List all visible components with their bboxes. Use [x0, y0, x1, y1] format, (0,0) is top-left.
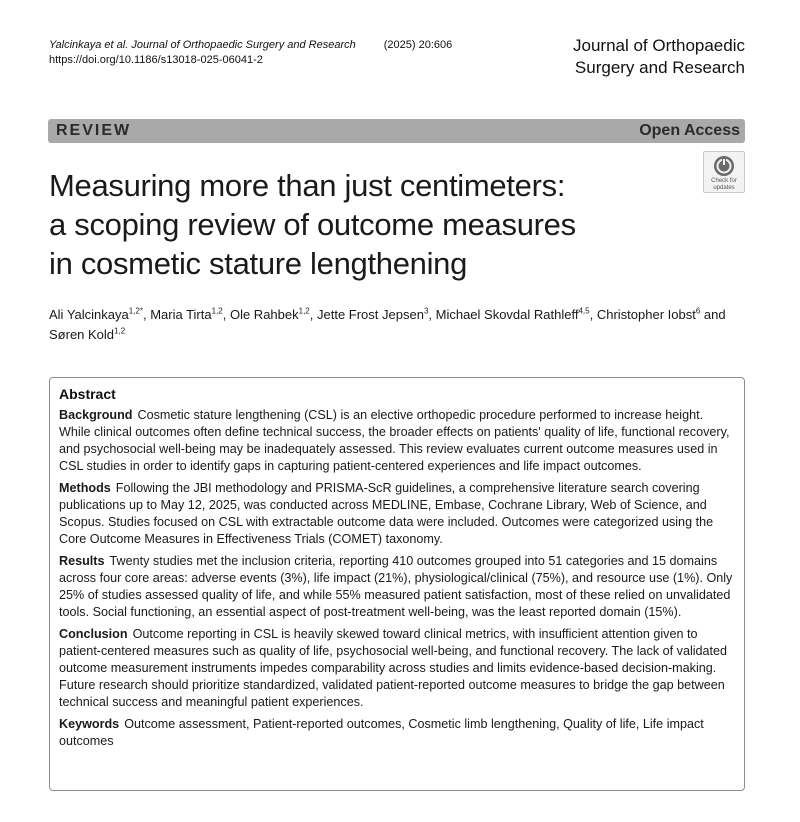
author-name[interactable]: Ole Rahbek	[229, 307, 299, 322]
author-name[interactable]: Michael Skovdal Rathleff	[435, 307, 579, 322]
results-label: Results	[59, 554, 105, 568]
author-name[interactable]: Ali Yalcinkaya	[49, 307, 129, 322]
author-list	[49, 305, 749, 345]
author-affiliation: 1,2	[114, 326, 126, 336]
author-name[interactable]: Maria Tirta	[150, 307, 212, 322]
author-separator: ,	[222, 307, 230, 322]
check-for-updates-icon	[713, 155, 735, 177]
author-name[interactable]: Christopher Iobst	[596, 307, 696, 322]
journal-name	[573, 35, 745, 79]
author-affiliation: 1,2	[298, 306, 310, 316]
background-label: Background	[59, 408, 133, 422]
abstract-conclusion	[59, 626, 735, 711]
article-citation-header	[49, 38, 452, 68]
abstract-results	[59, 553, 735, 621]
abstract-background	[59, 407, 735, 475]
author-affiliation: 4,5	[578, 306, 590, 316]
author-separator: ,	[589, 307, 597, 322]
author-affiliation: 3	[423, 306, 429, 316]
volume-text: (2025) 20:606	[383, 39, 453, 51]
badge-text-line1: Check for	[711, 178, 737, 184]
author-name[interactable]: Søren Kold	[49, 327, 115, 342]
author-separator: ,	[142, 307, 151, 322]
title-line1: Measuring more than just centimeters:	[49, 168, 566, 203]
citation-line	[49, 38, 452, 53]
background-text: Cosmetic stature lengthening (CSL) is an elective orthopedic procedure performed to increase height. While clinical outcomes often define technical success, the broader effects on patients' quality of life, functional recovery, and psychosocial well-being may be inadequately assessed. This review evaluates current outcome measures used in CSL studies in order to identify gaps in capturing patient-centered experiences and life impact outcomes.	[59, 408, 730, 473]
author-separator: ,	[428, 307, 436, 322]
journal-name-line2: Surgery and Research	[574, 58, 745, 77]
author-affiliation: 1,2*	[128, 306, 143, 316]
methods-label: Methods	[59, 481, 111, 495]
check-for-updates-badge[interactable]	[703, 151, 745, 193]
results-text: Twenty studies met the inclusion criteria, reporting 410 outcomes grouped into 51 categories and 15 domains across four core areas: adverse events (3%), life impact (21%), physiological/clinical (75%), and resource use (1%). Only 25% of studies assessed quality of life, and while 55% measured patient satisfaction, most of these relied on unvalidated tools. Social functioning, an essential aspect of post-treatment well-being, was the least reported domain (15%).	[59, 554, 733, 619]
article-type-label: REVIEW	[56, 122, 132, 139]
abstract-methods	[59, 480, 735, 548]
citation-text: Yalcinkaya et al. Journal of Orthopaedic Surgery and Research	[49, 39, 356, 51]
author-affiliation: 1,2	[211, 306, 223, 316]
author-affiliation: 6	[695, 306, 701, 316]
title-line2: a scoping review of outcome measures	[49, 207, 576, 242]
open-access-label: Open Access	[639, 122, 740, 139]
title-line3: in cosmetic stature lengthening	[49, 246, 468, 281]
abstract-box	[49, 377, 745, 791]
author-separator: ,	[309, 307, 317, 322]
abstract-heading: Abstract	[59, 386, 116, 402]
conclusion-label: Conclusion	[59, 627, 128, 641]
author-separator: and	[700, 307, 726, 322]
article-type-band	[48, 119, 745, 143]
keywords-label: Keywords	[59, 717, 120, 731]
abstract-keywords	[59, 716, 735, 750]
keywords-text: Outcome assessment, Patient-reported outcomes, Cosmetic limb lengthening, Quality of life, Life impact outcomes	[59, 717, 704, 748]
journal-name-line1: Journal of Orthopaedic	[573, 36, 745, 55]
methods-text: Following the JBI methodology and PRISMA-ScR guidelines, a comprehensive literature search covering publications up to May 12, 2025, was conducted across MEDLINE, Embase, Cochrane Library, Web of Science, and Scopus. Studies focused on CSL with extractable outcome data were included. Outcomes were categorized using the Core Outcome Measures in Effectiveness Trials (COMET) taxonomy.	[59, 481, 714, 546]
badge-text-line2: updates	[713, 185, 735, 191]
conclusion-text: Outcome reporting in CSL is heavily skewed toward clinical metrics, with insufficient attention given to patient-centered measures such as quality of life, psychosocial well-being, and functional recovery. The lack of validated outcome measurement instruments impedes comparability across studies and limits evidence-based decision-making. Future research should prioritize standardized, validated patient-reported outcome measures to bridge the gap between technical success and meaningful patient experiences.	[59, 627, 728, 709]
author-name[interactable]: Jette Frost Jepsen	[316, 307, 424, 322]
doi-link[interactable]: https://doi.org/10.1186/s13018-025-06041-2	[49, 54, 263, 66]
article-title	[49, 166, 669, 283]
